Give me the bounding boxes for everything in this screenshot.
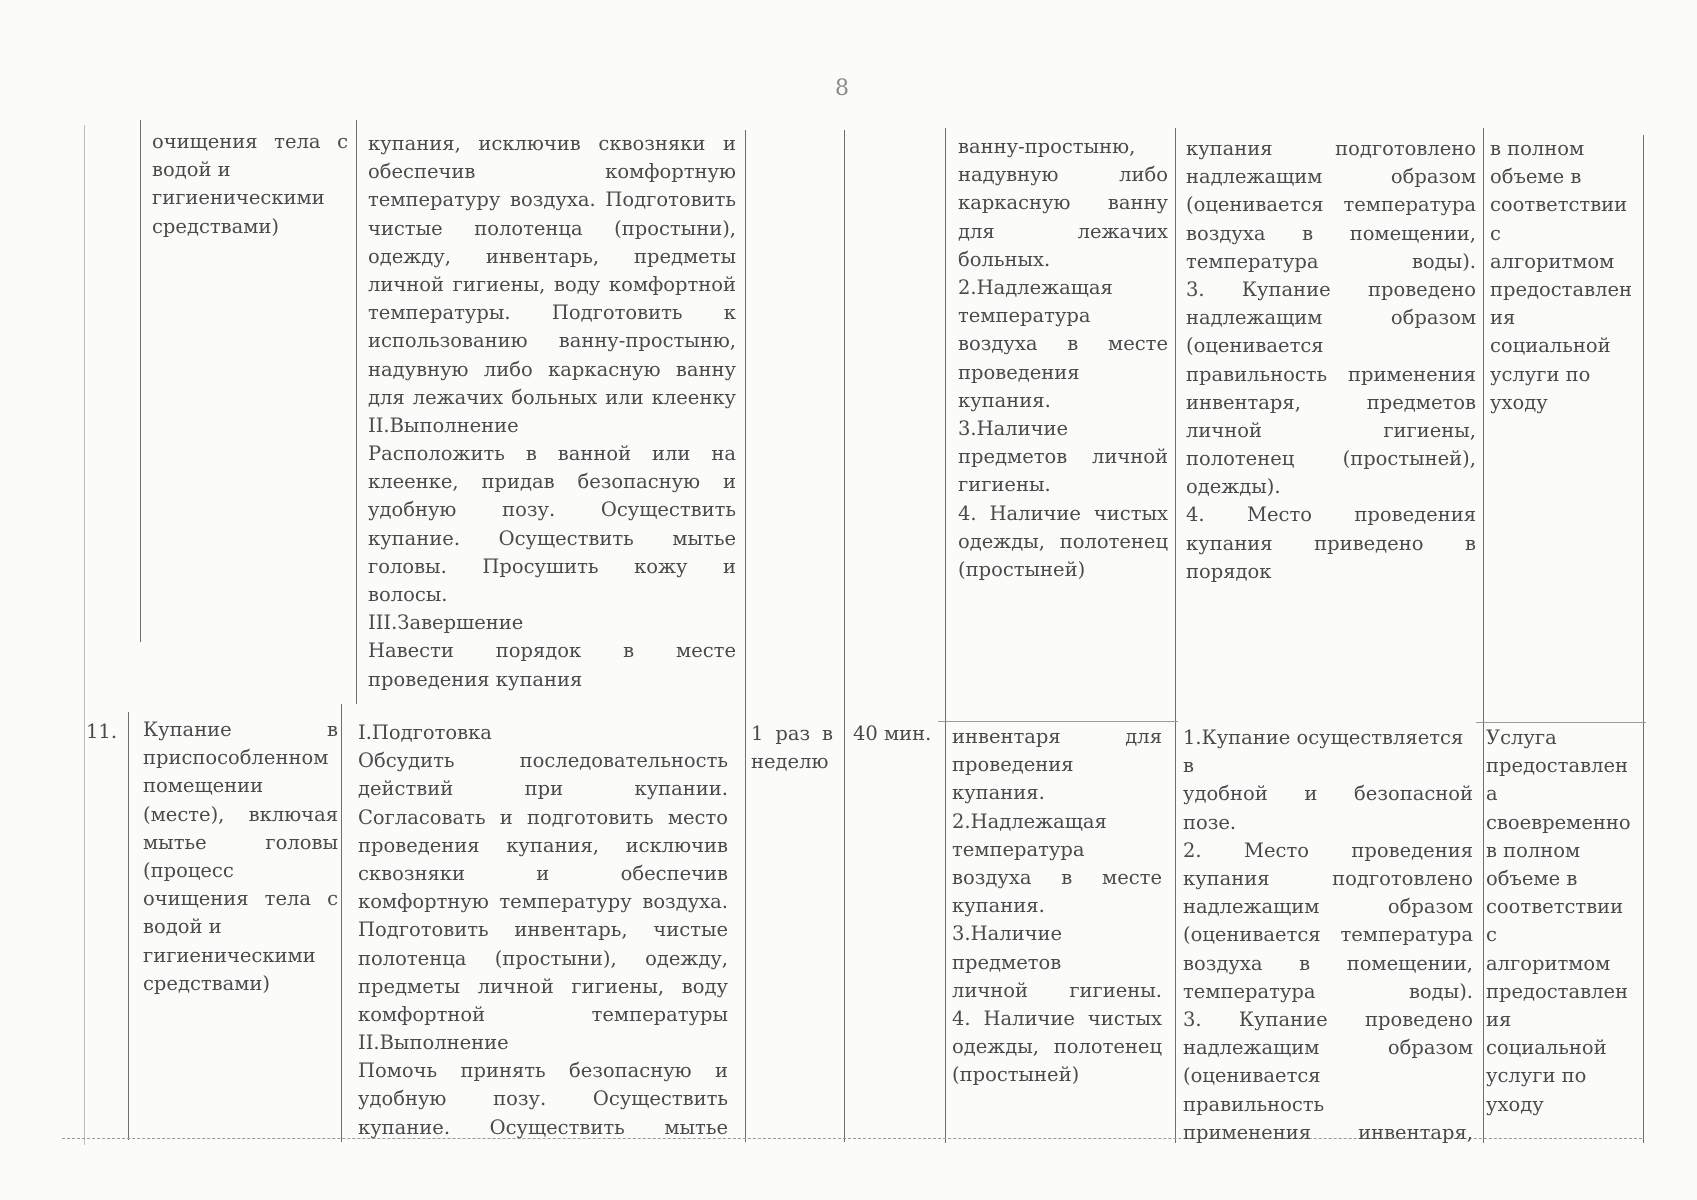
text-line: предоставлен [1486,754,1629,778]
row-border [938,721,1178,722]
page-number: 8 [835,76,849,101]
row2-number: 11. [86,720,118,743]
text-line: (процесс [143,858,234,882]
text-line: для лежачих [958,219,1168,243]
text-line: надлежащим образом [1186,165,1476,189]
text-line: полотенец (простыней), [1186,447,1476,471]
text-line: 3.Наличие [952,922,1063,946]
row2-frequency [751,720,833,776]
text-line: проведения [958,360,1080,384]
text-line: I.Подготовка [358,721,492,744]
text-line: объеме в [1486,867,1578,891]
text-line: правильность применения [1186,362,1476,386]
text-line: 4. Место проведения [1186,503,1476,527]
text-line: средствами) [143,971,271,995]
row1-quality-indicators [958,133,1168,584]
text-line: волосы. [368,583,448,607]
text-line: действий при купании. [358,777,728,801]
text-line: одежды). [1186,475,1281,499]
column-border [945,128,946,1143]
text-line: купание. Осуществить мытье [368,526,736,550]
text-line: воздуха в помещении, [1186,221,1476,245]
text-line: предоставлен [1490,278,1633,302]
text-line: купания подготовлено [1186,137,1476,160]
row2-evaluation-conditions [1183,724,1473,1147]
text-line: своевременно [1486,810,1631,834]
text-line: температура [958,304,1091,328]
text-line: сквозняки и обеспечив [358,861,728,885]
text-line: температура воды). [1183,979,1473,1003]
text-line: одежды, полотенец [952,1035,1162,1059]
text-line: а [1486,782,1498,806]
text-line: клеенке, придав безопасную и [368,470,736,494]
text-line: 4. Наличие чистых [952,1006,1162,1030]
text-line: купания подготовлено [1183,866,1473,890]
text-line: Расположить в ванной или на [368,442,736,466]
text-line: купания приведено в [1186,531,1476,555]
text-line: использованию ванну-простыню, [368,329,736,353]
text-line: воздуха в помещении, [1183,951,1473,975]
text-line: порядок [1186,559,1272,583]
text-line: Купание в [143,718,338,741]
text-line: гигиеническими [152,186,325,210]
column-border [1483,128,1484,1143]
text-line: воздуха в месте [952,866,1162,889]
text-line: купания. [952,781,1045,805]
text-line: 1.Купание осуществляется [1183,726,1464,749]
text-line: правильность [1183,1092,1325,1116]
row1-result [1490,135,1640,417]
text-line: чистые полотенца (простыни), [368,216,736,240]
row2-result [1486,724,1641,1119]
text-line: удобную позу. Осуществить [368,498,736,522]
text-line: инвентаря для [952,725,1162,748]
row2-quality-indicators [952,723,1162,1090]
row-border [1476,722,1646,723]
row1-service-name [152,128,348,241]
text-line: социальной [1486,1036,1607,1060]
text-line: с [1490,221,1501,245]
text-line: соответствии [1490,193,1628,217]
text-line: полотенца (простыни), одежду, [358,946,728,970]
text-line: (месте), включая [143,802,338,826]
text-line: средствами) [152,214,280,238]
text-line: 2.Надлежащая [958,275,1113,299]
text-line: (простыней) [958,557,1086,581]
text-line: предметов [952,950,1062,974]
text-line: предметов личной [958,445,1168,469]
column-border [844,130,845,1142]
text-line: ванну-простыню, [958,135,1136,158]
text-line: надлежащим образом [1183,1036,1473,1060]
text-line: 3.Наличие [958,416,1069,440]
text-line: позе. [1183,810,1237,834]
text-line: 2. Место проведения [1183,838,1473,862]
text-line: Навести порядок в месте [368,639,736,663]
text-line: объеме в [1490,165,1582,189]
text-line: купания. [958,388,1051,412]
text-line: одежду, инвентарь, предметы [368,244,736,268]
row1-evaluation-conditions [1186,135,1476,586]
text-line: 2.Надлежащая [952,809,1107,833]
text-line: предоставлен [1486,979,1629,1003]
text-line: II.Выполнение [358,1031,509,1055]
text-line: 4. Наличие чистых [958,501,1168,525]
text-line: (оценивается температура [1183,923,1473,947]
text-line: инвентаря, предметов [1186,390,1476,414]
text-line: Согласовать и подготовить место [358,805,728,829]
text-line: гигиены. [958,473,1051,497]
text-line: соответствии [1486,895,1624,919]
text-line: ия [1490,306,1516,330]
text-line: (оценивается [1186,334,1324,358]
text-line: температуры. Подготовить к [368,301,736,325]
column-border [84,125,85,1145]
text-line: помещении [143,774,264,798]
text-line: предметы личной гигиены, воду [358,974,728,998]
text-line: проведения купания, исключив [358,833,728,857]
text-line: неделю [751,750,829,774]
text-line: алгоритмом [1490,249,1615,273]
text-line: (простыней) [952,1063,1080,1087]
text-line: удобной и безопасной [1183,782,1473,806]
text-line: проведения [952,753,1074,777]
text-line: уходу [1490,390,1548,414]
text-line: температура [952,837,1085,861]
row1-procedure-text [368,130,736,694]
text-line: головы. Просушить кожу и [368,554,736,578]
text-line: комфортной температуры [358,1002,728,1026]
text-line: III.Завершение [368,611,524,635]
row2-procedure-text [358,719,728,1142]
text-line: обеспечив комфортную [368,160,736,184]
column-border [356,120,357,704]
text-line: услуги по [1490,362,1591,386]
text-line: 3. Купание проведено [1186,277,1476,301]
text-line: комфортную температуру воздуха. [358,890,728,914]
text-line: Подготовить инвентарь, чистые [358,918,728,942]
text-line: услуги по [1486,1064,1587,1088]
text-line: мытье головы [143,830,338,854]
text-line: больных. [958,247,1051,271]
text-line: надувную либо [958,163,1168,187]
text-line: температура воды). [1186,249,1476,273]
text-line: 3. Купание проведено [1183,1007,1473,1031]
column-border [341,704,342,1142]
column-border [745,130,746,1142]
text-line: для лежачих больных или клеенку [368,385,736,409]
text-line: личной гигиены, воду комфортной [368,272,736,296]
text-line: социальной [1490,334,1611,358]
text-line: каркасную ванну [958,191,1168,215]
text-line: надувную либо каркасную ванну [368,357,736,381]
text-line: очищения тела с [152,130,348,153]
text-line: в [1183,754,1194,778]
text-line: личной гигиены. [952,978,1162,1002]
text-line: надлежащим образом [1186,306,1476,330]
text-line: (оценивается [1183,1064,1321,1088]
text-line: в полном [1486,838,1581,862]
column-border [140,120,141,642]
text-line: II.Выполнение [368,413,519,437]
text-line: температуру воздуха. Подготовить [368,188,736,212]
text-line: проведения купания [368,667,583,691]
text-line: алгоритмом [1486,951,1611,975]
text-line: воздуха в месте [958,332,1168,356]
text-line: приспособленном [143,746,329,770]
row2-duration: 40 мин. [853,722,932,745]
text-line: Помочь принять безопасную и [358,1059,728,1083]
text-line: очищения тела с [143,887,338,911]
text-line: (оценивается температура [1186,193,1476,217]
column-border [1643,135,1644,1143]
row2-service-name [143,716,338,998]
text-line: купания, исключив сквозняки и [368,132,736,155]
column-border [1175,128,1176,1143]
text-line: применения инвентаря, [1183,1120,1473,1144]
text-line: одежды, полотенец [958,529,1168,553]
text-line: водой и [152,158,231,182]
text-line: 1 раз в [751,722,833,745]
text-line: надлежащим образом [1183,895,1473,919]
text-line: с [1486,923,1497,947]
text-line: гигиеническими [143,943,316,967]
text-line: Услуга [1486,726,1557,749]
text-line: водой и [143,915,222,939]
text-line: уходу [1486,1092,1544,1116]
text-line: купание. Осуществить мытье [358,1115,728,1139]
text-line: удобную позу. Осуществить [358,1087,728,1111]
text-line: Обсудить последовательность [358,749,728,773]
text-line: в полном [1490,137,1585,160]
text-line: купания. [952,894,1045,918]
text-line: личной гигиены, [1186,418,1476,442]
column-border [128,712,129,1140]
text-line: ия [1486,1008,1512,1032]
